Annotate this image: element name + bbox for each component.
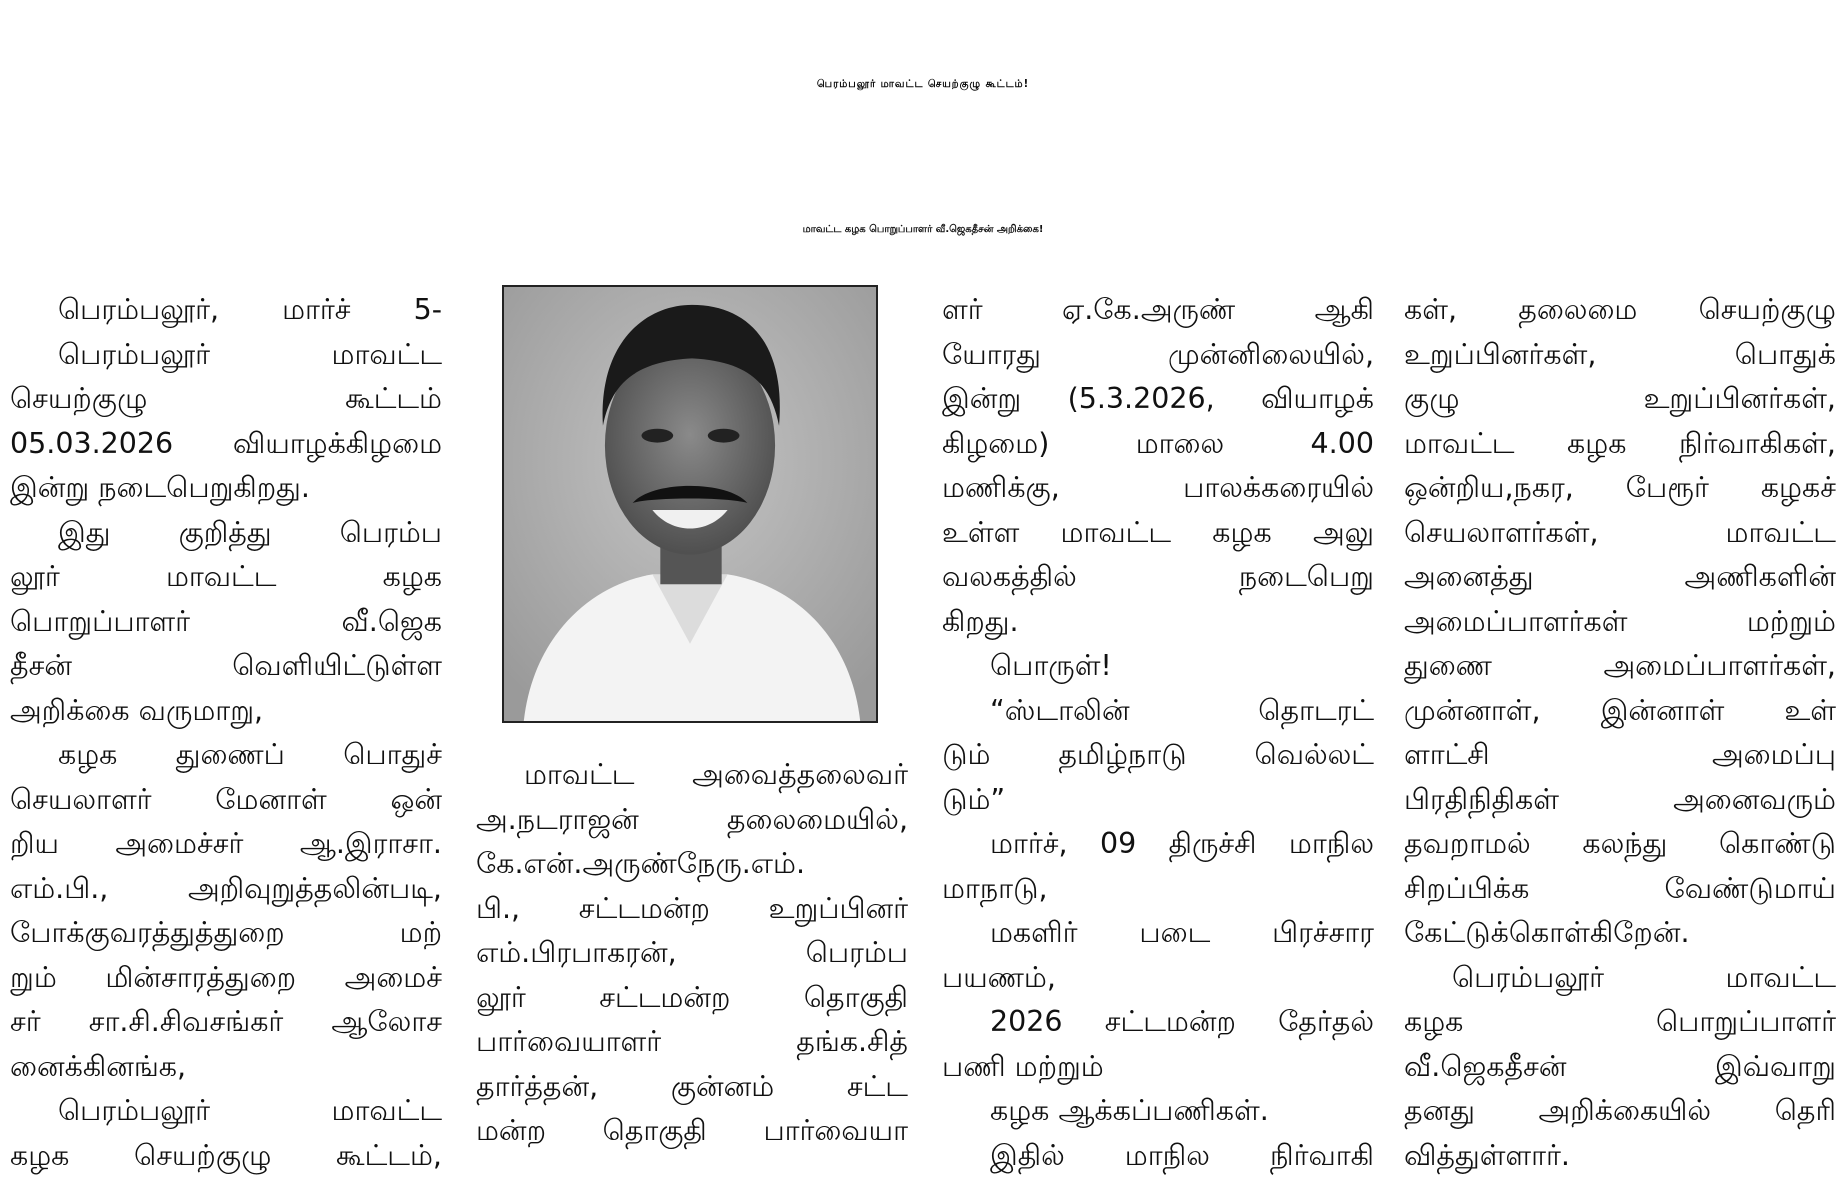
text-line: செயலாளர்கள், மாவட்ட	[1404, 511, 1836, 556]
text-line: றும் மின்சாரத்துறை அமைச்	[10, 956, 442, 1001]
text-line: உறுப்பினர்கள், பொதுக்	[1404, 333, 1836, 378]
text-line: பொருள்!	[942, 644, 1374, 689]
article-column-2	[476, 753, 908, 1154]
text-line: மகளிர் படை பிரச்சார	[942, 911, 1374, 956]
text-line: மாவட்ட கழக நிர்வாகிகள்,	[1404, 422, 1836, 467]
text-line: கழக பொறுப்பாளர்	[1404, 1000, 1836, 1045]
text-line: செயலாளர் மேனாள் ஒன்	[10, 778, 442, 823]
text-line: வலகத்தில் நடைபெறு	[942, 555, 1374, 600]
text-line: பி., சட்டமன்ற உறுப்பினர்	[476, 887, 908, 932]
text-line: 2026 சட்டமன்ற தேர்தல்	[942, 1000, 1374, 1045]
text-line: சிறப்பிக்க வேண்டுமாய்	[1404, 867, 1836, 912]
text-line: சர் சா.சி.சிவசங்கர் ஆலோச	[10, 1000, 442, 1045]
headline: பெரம்பலூர் மாவட்ட செயற்குழு கூட்டம்!	[0, 6, 1846, 164]
portrait-photo	[502, 285, 878, 723]
text-line: னைக்கினங்க,	[10, 1045, 442, 1090]
text-line: ஒன்றிய,நகர, பேரூர் கழகச்	[1404, 466, 1836, 511]
text-line: மார்ச், 09 திருச்சி மாநில	[942, 822, 1374, 867]
text-line: கேட்டுக்கொள்கிறேன்.	[1404, 911, 1836, 956]
text-line: வீ.ஜெகதீசன் இவ்வாறு	[1404, 1045, 1836, 1090]
text-line: பார்வையாளர் தங்க.சித்	[476, 1020, 908, 1065]
text-line: 05.03.2026 வியாழக்கிழமை	[10, 422, 442, 467]
text-line: இன்று நடைபெறுகிறது.	[10, 466, 442, 511]
text-line: அனைத்து அணிகளின்	[1404, 555, 1836, 600]
text-line: இதில் மாநில நிர்வாகி	[942, 1134, 1374, 1178]
text-line: யோரது முன்னிலையில்,	[942, 333, 1374, 378]
text-line: பெரம்பலூர் மாவட்ட	[10, 333, 442, 378]
text-line: அறிக்கை வருமாறு,	[10, 689, 442, 734]
text-line: டும் தமிழ்நாடு வெல்லட்	[942, 733, 1374, 778]
subheadline: மாவட்ட கழக பொறுப்பாளர் வீ.ஜெகதீசன் அறிக்கை!	[0, 190, 1846, 270]
text-line: பெரம்பலூர், மார்ச் 5-	[10, 288, 442, 333]
text-line: கள், தலைமை செயற்குழு	[1404, 288, 1836, 333]
text-line: கே.என்.அருண்நேரு.எம்.	[476, 842, 908, 887]
text-line: இது குறித்து பெரம்ப	[10, 511, 442, 556]
text-line: வித்துள்ளார்.	[1404, 1134, 1836, 1178]
text-line: பயணம்,	[942, 956, 1374, 1001]
text-line: அமைப்பாளர்கள் மற்றும்	[1404, 600, 1836, 645]
text-line: கழக துணைப் பொதுச்	[10, 733, 442, 778]
text-line: கிழமை) மாலை 4.00	[942, 422, 1374, 467]
text-line: லூர் மாவட்ட கழக	[10, 555, 442, 600]
text-line: பெரம்பலூர் மாவட்ட	[10, 1089, 442, 1134]
text-line: குழு உறுப்பினர்கள்,	[1404, 377, 1836, 422]
text-line: போக்குவரத்துத்துறை மற்	[10, 911, 442, 956]
text-line: கிறது.	[942, 600, 1374, 645]
text-line: அ.நடராஜன் தலைமையில்,	[476, 798, 908, 843]
text-line: டும்”	[942, 778, 1374, 823]
text-line: லூர் சட்டமன்ற தொகுதி	[476, 976, 908, 1021]
text-line: பெரம்பலூர் மாவட்ட	[1404, 956, 1836, 1001]
text-line: உள்ள மாவட்ட கழக அலு	[942, 511, 1374, 556]
text-line: கழக ஆக்கப்பணிகள்.	[942, 1089, 1374, 1134]
text-line: துணை அமைப்பாளர்கள்,	[1404, 644, 1836, 689]
text-line: செயற்குழு கூட்டம்	[10, 377, 442, 422]
text-line: றிய அமைச்சர் ஆ.இராசா.	[10, 822, 442, 867]
text-line: பிரதிநிதிகள் அனைவரும்	[1404, 778, 1836, 823]
text-line: பொறுப்பாளர் வீ.ஜெக	[10, 600, 442, 645]
text-line: இன்று (5.3.2026, வியாழக்	[942, 377, 1374, 422]
text-line: “ஸ்டாலின் தொடரட்	[942, 689, 1374, 734]
article-column-4	[1404, 288, 1836, 1178]
text-line: மன்ற தொகுதி பார்வையா	[476, 1109, 908, 1154]
text-line: மணிக்கு, பாலக்கரையில்	[942, 466, 1374, 511]
text-line: தவறாமல் கலந்து கொண்டு	[1404, 822, 1836, 867]
text-line: தார்த்தன், குன்னம் சட்ட	[476, 1065, 908, 1110]
text-line: பணி மற்றும்	[942, 1045, 1374, 1090]
text-line: எம்.பி., அறிவுறுத்தலின்படி,	[10, 867, 442, 912]
article-column-1	[10, 288, 442, 1178]
text-line: ளர் ஏ.கே.அருண் ஆகி	[942, 288, 1374, 333]
text-line: தனது அறிக்கையில் தெரி	[1404, 1089, 1836, 1134]
text-line: தீசன் வெளியிட்டுள்ள	[10, 644, 442, 689]
article-column-3	[942, 288, 1374, 1178]
text-line: எம்.பிரபாகரன், பெரம்ப	[476, 931, 908, 976]
text-line: மாநாடு,	[942, 867, 1374, 912]
text-line: ளாட்சி அமைப்பு	[1404, 733, 1836, 778]
text-line: கழக செயற்குழு கூட்டம்,	[10, 1134, 442, 1178]
text-line: மாவட்ட அவைத்தலைவர்	[476, 753, 908, 798]
text-line: முன்னாள், இன்னாள் உள்	[1404, 689, 1836, 734]
